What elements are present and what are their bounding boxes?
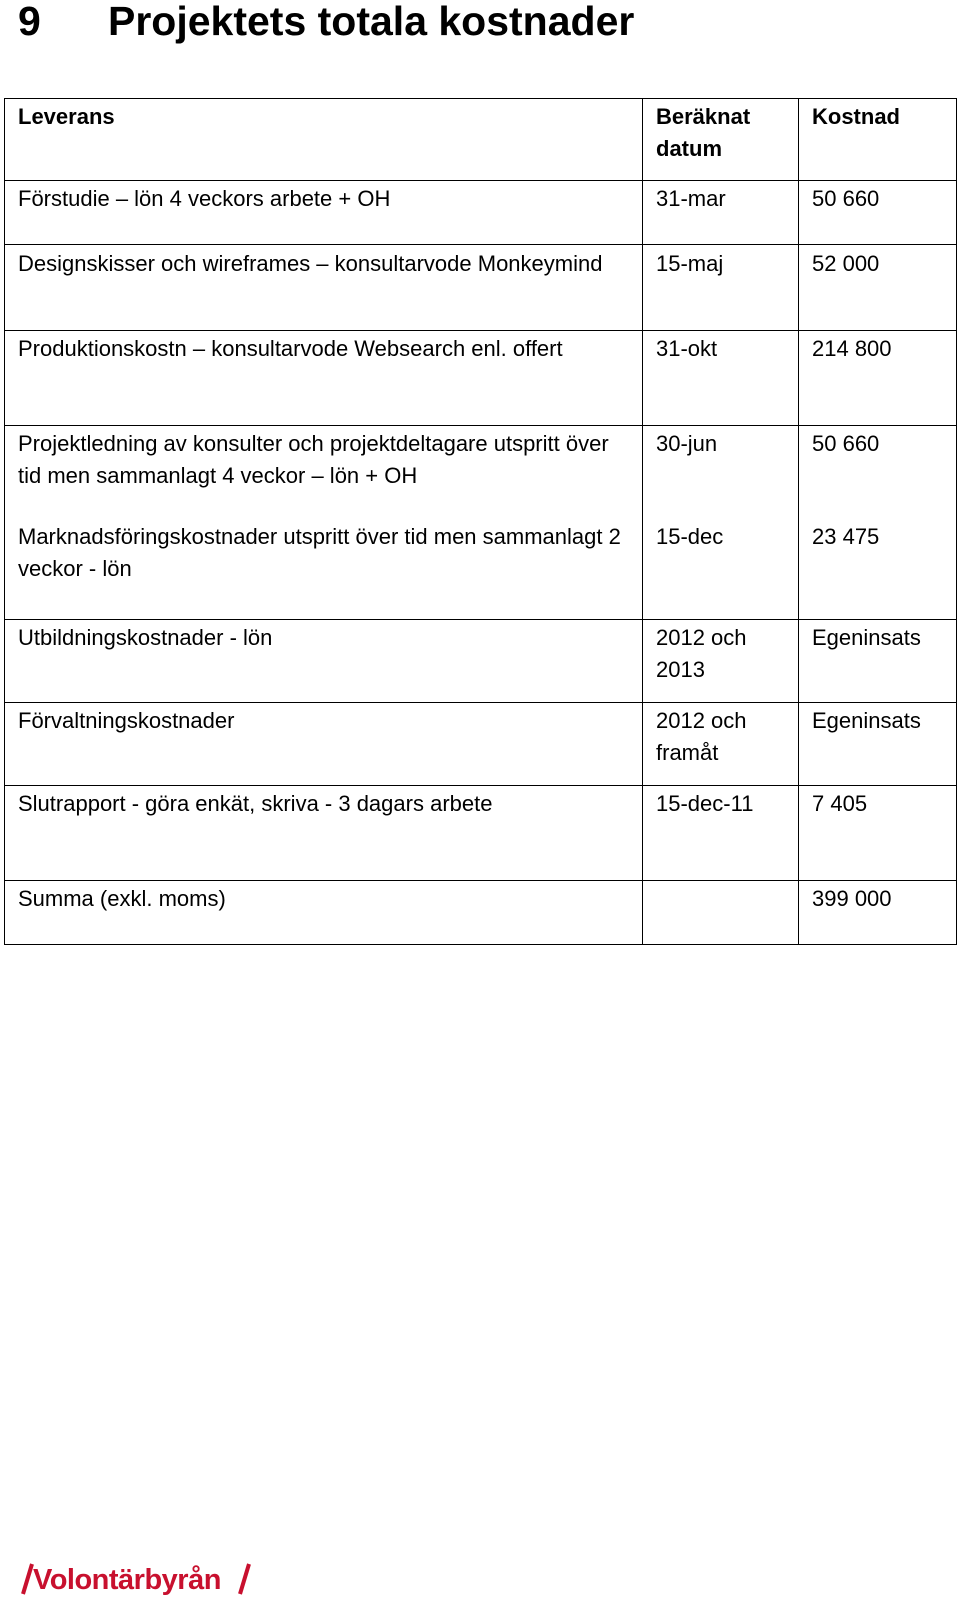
cell-datum: 31-okt (643, 331, 799, 426)
table-row (5, 620, 957, 703)
cost-table (4, 98, 957, 945)
cell-leverans: Designskisser och wireframes – konsultarvode Monkeymind (5, 245, 643, 331)
total-kostnad: 399 000 (799, 881, 957, 945)
cell-kostnad: 23 475 (799, 519, 957, 620)
section-number: 9 (18, 0, 41, 44)
cell-leverans: Projektledning av konsulter och projektdeltagare utspritt över tid men sammanlagt 4 veckor – lön + OH (5, 426, 643, 519)
total-label: Summa (exkl. moms) (5, 881, 643, 945)
cell-kostnad: Egeninsats (799, 620, 957, 703)
cell-kostnad: 7 405 (799, 786, 957, 881)
table-row (5, 786, 957, 881)
table-header-row (5, 99, 957, 181)
table-row (5, 331, 957, 426)
section-heading (18, 0, 634, 46)
table-row (5, 519, 957, 620)
cell-kostnad: 214 800 (799, 331, 957, 426)
cell-leverans: Förstudie – lön 4 veckors arbete + OH (5, 181, 643, 245)
cell-datum: 2012 och 2013 (643, 620, 799, 703)
table-row (5, 181, 957, 245)
total-datum (643, 881, 799, 945)
cell-leverans: Förvaltningskostnader (5, 703, 643, 786)
table-total-row (5, 881, 957, 945)
cell-datum: 15-maj (643, 245, 799, 331)
cell-datum: 15-dec-11 (643, 786, 799, 881)
cell-leverans: Marknadsföringskostnader utspritt över tid men sammanlagt 2 veckor - lön (5, 519, 643, 620)
logo-wordmark: Volontärbyrån (33, 1564, 221, 1596)
header-datum: Beräknat datum (643, 99, 799, 181)
cell-kostnad: Egeninsats (799, 703, 957, 786)
logo-mark (20, 1560, 252, 1598)
cell-datum: 2012 och framåt (643, 703, 799, 786)
cell-kostnad: 50 660 (799, 426, 957, 519)
cell-kostnad: 50 660 (799, 181, 957, 245)
cell-datum: 31-mar (643, 181, 799, 245)
volontarbyran-logo (20, 1560, 252, 1598)
table-row (5, 245, 957, 331)
cell-datum: 15-dec (643, 519, 799, 620)
table-row (5, 703, 957, 786)
cell-leverans: Slutrapport - göra enkät, skriva - 3 dagars arbete (5, 786, 643, 881)
table-row (5, 426, 957, 519)
cell-leverans: Utbildningskostnader - lön (5, 620, 643, 703)
header-kostnad: Kostnad (799, 99, 957, 181)
cell-datum: 30-jun (643, 426, 799, 519)
cell-kostnad: 52 000 (799, 245, 957, 331)
cell-leverans: Produktionskostn – konsultarvode Websearch enl. offert (5, 331, 643, 426)
section-title: Projektets totala kostnader (108, 0, 635, 44)
header-leverans: Leverans (5, 99, 643, 181)
